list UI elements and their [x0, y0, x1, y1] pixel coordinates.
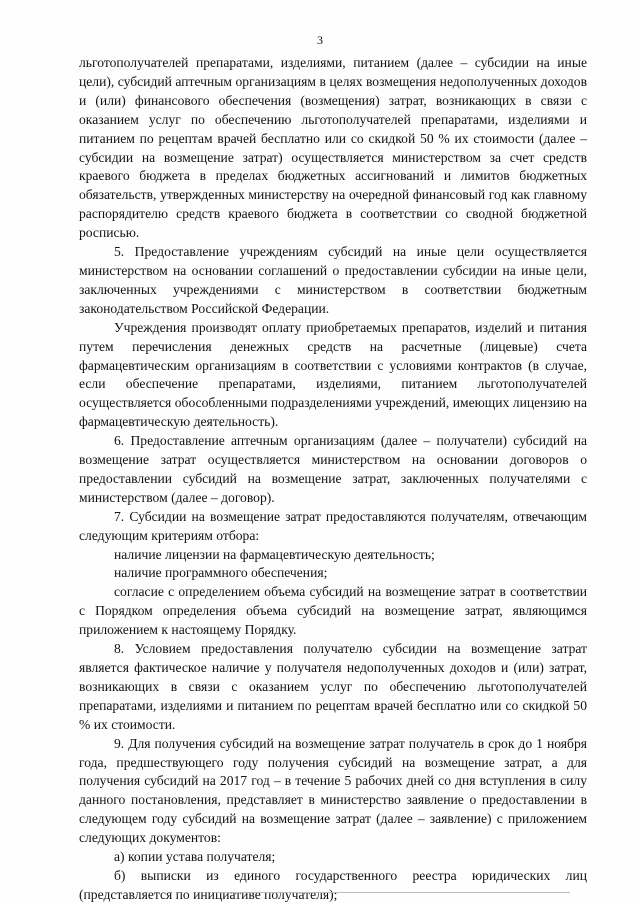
criterion-software: наличие программного обеспечения;	[114, 565, 328, 581]
bottom-scan-line	[215, 892, 570, 893]
criterion-consent: согласие с определением объема субсидий на возмещение затрат в соответствии с Порядком определения объема субсидий на возмещение затрат, являющимся приложением к настоящему Порядку.	[79, 584, 587, 638]
paragraph-institutions-payment: Учреждения производят оплату приобретаемых препаратов, изделий и питания путем перечисления денежных средств на расчетные (лицевые) счета фармацевтическим организациям в соответствии с условиями контрактов (в случае, если обеспечение препаратами, изделиями, питанием льготополучателей осуществляется обособленными подразделениями учреждений, имеющих лицензию на фармацевтическую деятельность).	[79, 319, 587, 430]
paragraph-item-5: 5. Предоставление учреждениям субсидий на иные цели осуществляется министерством на основании соглашений о предоставлении субсидии на иные цели, заключенных учреждениями с министерством в соответствии бюджетным законодательством Российской Федерации.	[79, 244, 587, 316]
paragraph-item-7: 7. Субсидии на возмещение затрат предоставляются получателям, отвечающим следующим критериям отбора:	[79, 508, 587, 543]
page-number: 3	[317, 33, 323, 47]
paragraph-item-8: 8. Условием предоставления получателю субсидии на возмещение затрат является фактическое наличие у получателя недополученных доходов и (или) затрат, возникающих в связи с оказанием услуг по обеспечению льготополучателей препаратами, изделиями и питанием по рецептам врачей бесплатно или со скидкой 50 % их стоимости.	[79, 641, 587, 732]
document-item-b: б) выписки из единого государственного реестра юридических лиц (представляется по инициативе получателя);	[79, 867, 587, 902]
document-body	[79, 54, 587, 905]
paragraph-item-6: 6. Предоставление аптечным организациям (далее – получатели) субсидий на возмещение затрат осуществляется министерством на основании договоров о предоставлении субсидий на возмещение затрат, заключенных получателями с министерством (далее – договор).	[79, 433, 587, 505]
document-item-a: а) копии устава получателя;	[114, 849, 276, 865]
criterion-license: наличие лицензии на фармацевтическую деятельность;	[114, 546, 435, 562]
paragraph-continuation: льготополучателей препаратами, изделиями, питанием (далее – субсидии на иные цели), субсидий аптечным организациям в целях возмещения недополученных доходов и (или) финансового обеспечения (возмещения) затрат, возникающих в связи с оказанием услуг по обеспечению льготополучателей препаратами, изделиями и питанием по рецептам врачей бесплатно или со скидкой 50 % их стоимости (далее – субсидии на возмещение затрат) осуществляется министерством за счет средств краевого бюджета в пределах бюджетных ассигнований и лимитов бюджетных обязательств, утвержденных министерству на очередной финансовый год как главному распорядителю средств краевого бюджета в соответствии со сводной бюджетной росписью.	[79, 55, 587, 241]
paragraph-item-9: 9. Для получения субсидий на возмещение затрат получатель в срок до 1 ноября года, предшествующего году получения субсидий на возмещение затрат, а для получения субсидий на 2017 год – в течение 5 рабочих дней со дня вступления в силу данного постановления, представляет в министерство заявление о предоставлении в следующем году субсидий на возмещение затрат (далее – заявление) с приложением следующих документов:	[79, 735, 587, 846]
